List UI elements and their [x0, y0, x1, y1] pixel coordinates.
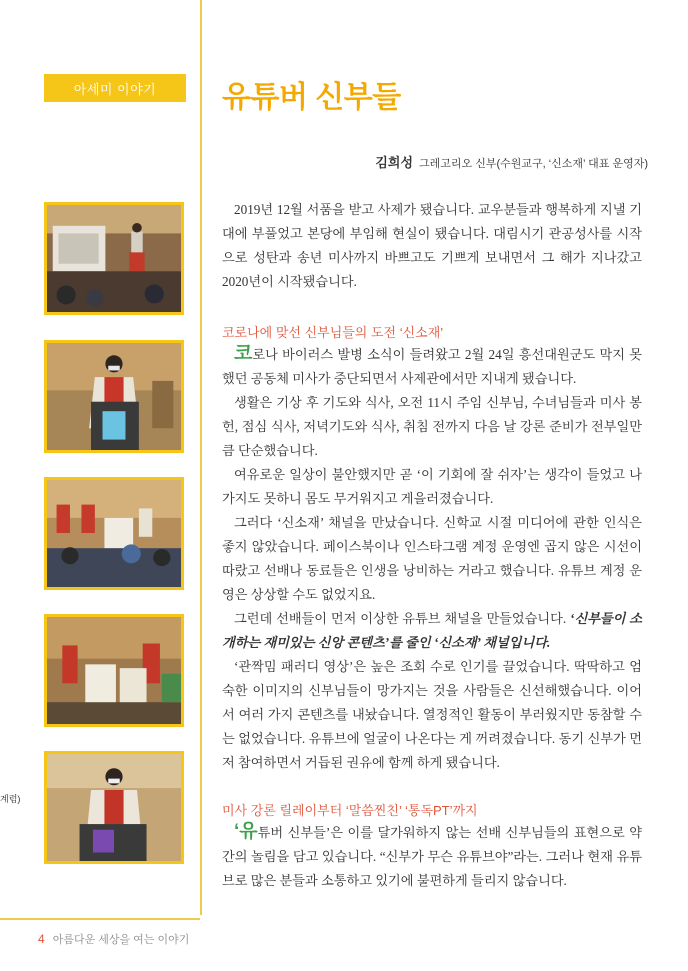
section2-paragraph-1: ‘유튜버 신부들’은 이를 달가워하지 않는 선배 신부님들의 표현으로 약간의 놀림을 담고 있습니다. “신부가 무슨 유튜브야”라는. 그러나 현재 유튜브로 많은 분들과 소통하고 있기에 불편하게 들리지 않습니다.: [222, 821, 642, 888]
dropcap: ‘유: [234, 821, 258, 842]
byline: [375, 152, 648, 171]
author-role: 그레고리오 신부(수원교구, ‘신소재’ 대표 운영자): [419, 158, 648, 170]
page-number: 4: [38, 932, 45, 946]
emphasis-text: ‘신부들이 소개하는 재미있는 신앙 콘텐츠’를 줄인 ‘신소재’ 채널입니다.: [222, 611, 642, 650]
dropcap: 코: [234, 343, 253, 364]
section2-heading: 미사 강론 릴레이부터 ‘말씀찐친’ ‘통독PT’까지: [222, 803, 478, 818]
magazine-name: 아름다운 세상을 여는 이야기: [52, 934, 190, 946]
section1-paragraph-1: 코로나 바이러스 발병 소식이 들려왔고 2월 24일 흥선대원군도 막지 못했던 공동체 미사가 중단되면서 사제관에서만 지내게 됐습니다.: [222, 343, 642, 386]
photo-priest-altar: [44, 340, 184, 453]
section1-paragraph-6: ‘관짝밈 패러디 영상’은 높은 조회 수로 인기를 끌었습니다. 딱딱하고 엄숙한 이미지의 신부님들이 망가지는 것을 사람들은 신선해했습니다. 이어서 여러 가지 콘텐츠를 내놨습니다. 열정적인 활동이 부러웠지만 동참할 수는 없었습니다. 유튜브에 얼굴이 나온다는 게 꺼려졌습니다. 동기 신부가 먼저 참여하면서 거듭된 권유에 함께 하게 됐습니다.: [222, 659, 642, 770]
section-label: 아세미 이야기: [44, 74, 186, 102]
photo-priest-mask: [44, 751, 184, 864]
page-footer: [38, 931, 189, 947]
section2-body: [222, 820, 642, 893]
section1-paragraph-4: 그러다 ‘신소재’ 채널을 만났습니다. 신학교 시절 미디어에 관한 인식은 좋지 않았습니다. 페이스북이나 인스타그램 계정 운영엔 곱지 않은 시선이 따랐고 선배나 동료들은 인생을 낭비하는 거라고 했습니다. 유튜브 계정 운영은 상상할 수도 없었지요.: [222, 515, 642, 602]
section1-heading: 코로나에 맞선 신부님들의 도전 ‘신소재’: [222, 325, 444, 340]
vertical-rule: [200, 0, 202, 915]
author-name: 김희성: [375, 155, 414, 170]
section1-body: [222, 342, 642, 775]
footer-rule: [0, 918, 200, 920]
intro-paragraph: 2019년 12월 서품을 받고 사제가 됐습니다. 교우분들과 행복하게 지낼 기대에 부풀었고 본당에 부임해 현실이 됐습니다. 대림시기 관공성사를 시작으로 성탄과 송년 미사까지 바쁘고도 기쁘게 보내면서 그 해가 지나갔고 2020년이 시작됐습니다.: [222, 202, 642, 289]
section1-paragraph-5: 그런데 선배들이 먼저 이상한 유튜브 채널을 만들었습니다. ‘신부들이 소개하는 재미있는 신앙 콘텐츠’를 줄인 ‘신소재’ 채널입니다.: [222, 611, 642, 650]
photo-caption: 계럼): [0, 794, 21, 804]
photo-congregation: [44, 477, 184, 590]
section1-paragraph-3: 여유로운 일상이 불안했지만 곧 ‘이 기회에 잘 쉬자’는 생각이 들었고 나가지도 못하니 몸도 무거워지고 게을러졌습니다.: [222, 467, 642, 506]
section1-paragraph-2: 생활은 기상 후 기도와 식사, 오전 11시 주임 신부님, 수녀님들과 미사 봉헌, 점심 식사, 저녁기도와 식사, 취침 전까지 다음 날 강론 준비가 전부일만큼 단순했습니다.: [222, 395, 642, 458]
intro-text: [222, 198, 642, 294]
photo-mass-stage: [44, 202, 184, 315]
photo-altar-servers: [44, 614, 184, 727]
page-title: 유튜버 신부들: [222, 81, 401, 114]
